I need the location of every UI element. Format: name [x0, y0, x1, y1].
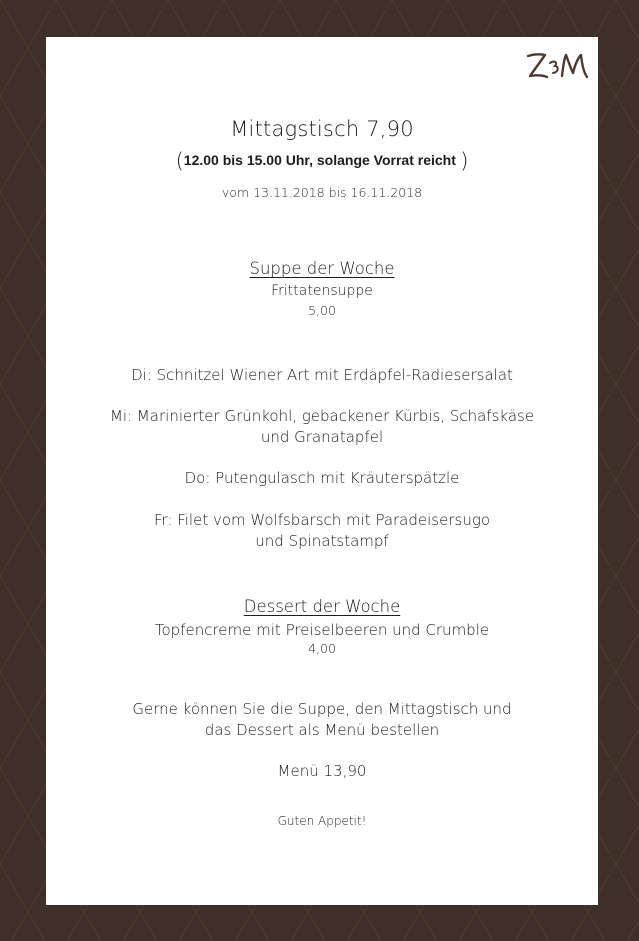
dish-line: und Spinatstampf	[255, 532, 389, 550]
dessert-heading-text: Dessert der Woche	[243, 597, 401, 616]
opening-hours	[46, 149, 598, 173]
dish-friday	[46, 510, 598, 552]
dish-line: Di: Schnitzel Wiener Art mit Erdäpfel-Radiesersalat	[131, 366, 513, 384]
menu-price: Menü 13,90	[277, 762, 367, 780]
dish-line: Fr: Filet vom Wolfsbarsch mit Paradeisersugo	[153, 511, 491, 529]
paren-close: )	[460, 149, 469, 173]
z3m-logo	[524, 49, 590, 83]
page-title: Mittagstisch 7,90	[230, 117, 414, 141]
date-range: vom 13.11.2018 bis 16.11.2018	[221, 185, 423, 200]
dish-wednesday	[46, 406, 598, 448]
closing-text: Guten Appetit!	[277, 814, 367, 828]
dish-line: Do: Putengulasch mit Kräuterspätzle	[184, 469, 460, 487]
soup-price: 5,00	[308, 303, 336, 318]
soup-name: Frittatensuppe	[271, 283, 373, 299]
opening-hours-text: 12.00 bis 15.00 Uhr, solange Vorrat reicht	[183, 152, 456, 168]
dish-line: und Granatapfel	[260, 428, 384, 446]
dish-thursday	[46, 468, 598, 489]
dish-tuesday	[46, 365, 598, 386]
paren-open: (	[175, 149, 184, 173]
menu-card	[46, 37, 598, 905]
soup-heading-text: Suppe der Woche	[249, 259, 395, 278]
menu-note-line: Gerne können Sie die Suppe, den Mittagstisch und	[132, 700, 512, 718]
dessert-price: 4,00	[308, 641, 336, 656]
dish-line: Mi: Marinierter Grünkohl, gebackener Kürbis, Schafskäse	[109, 407, 535, 425]
dessert-name: Topfencreme mit Preiselbeeren und Crumble	[154, 621, 490, 639]
menu-note	[46, 699, 598, 741]
menu-note-line: das Dessert als Menü bestellen	[204, 721, 440, 739]
soup-heading	[46, 259, 598, 278]
dessert-heading	[46, 597, 598, 616]
